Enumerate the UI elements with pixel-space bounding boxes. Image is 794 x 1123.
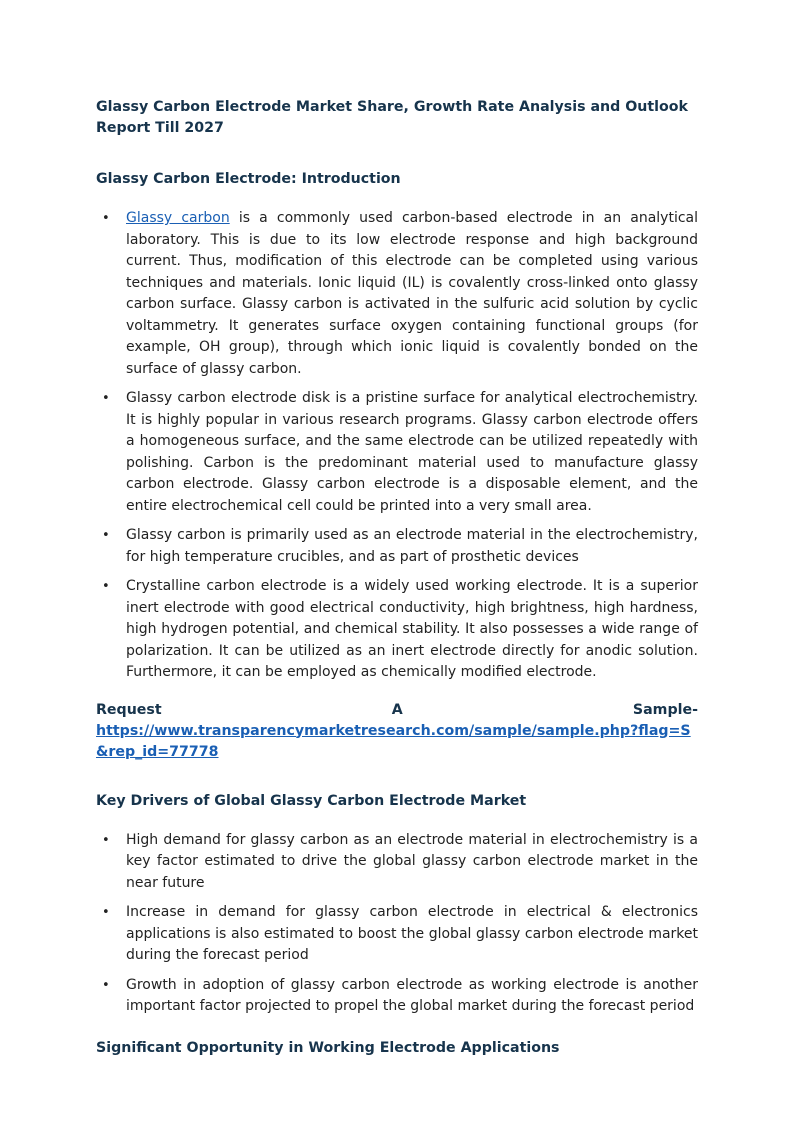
opportunity-heading: Significant Opportunity in Working Electrode Applications [96,1039,560,1056]
drivers-bullet-list [96,830,698,1018]
bullet-icon: • [102,977,110,993]
sample-request-link[interactable]: https://www.transparencymarketresearch.com/sample/sample.php?flag=S&rep_id=77778 [96,722,691,760]
list-item [96,576,698,684]
intro-heading: Glassy Carbon Electrode: Introduction [96,171,401,187]
bullet-icon: • [102,832,110,848]
request-word: A [391,701,403,718]
list-item [96,830,698,895]
bullet-text: Crystalline carbon electrode is a widely used working electrode. It is a superior inert electrode with good electrical conductivity, high brightness, high hardness, high hydrogen potential, and chemical stability. It also possesses a wide range of polarization. It can be utilized as an inert electrode directly for anodic solution. Furthermore, it can be employed as chemically modified electrode. [126,578,698,680]
bullet-icon: • [102,905,110,920]
list-item [96,975,698,1018]
bullet-text: is a commonly used carbon-based electrode in an analytical laboratory. This is due to its low electrode response and high background current. Thus, modification of this electrode can be completed using various techniques and materials. Ionic liquid (IL) is covalently cross-linked onto glassy carbon surface. Glassy carbon is activated in the sulfuric acid solution by cyclic voltammetry. It generates surface oxygen containing functional groups (for example, OH group), through which ionic liquid is covalently bonded on the surface of glassy carbon. [126,210,699,377]
bullet-text: Growth in adoption of glassy carbon electrode as working electrode is another important factor projected to propel the global market during the forecast period [126,976,698,1014]
list-item [96,388,698,517]
request-sample-block [96,700,698,763]
bullet-icon: • [102,528,110,543]
list-item [96,902,698,967]
bullet-icon: • [102,579,110,594]
list-item [96,525,698,568]
bullet-icon: • [102,211,110,226]
bullet-text: Glassy carbon electrode disk is a pristine surface for analytical electrochemistry. It is highly popular in various research programs. Glassy carbon electrode offers a homogeneous surface, and the same electrode can be utilized repeatedly with polishing. Carbon is the predominant material used to manufacture glassy carbon electrode. Glassy carbon electrode is a disposable element, and the entire electrochemical cell could be printed into a very small area. [126,390,698,514]
glassy-carbon-link[interactable]: Glassy carbon [126,210,230,226]
request-sample-label [96,700,698,721]
intro-bullet-list [96,208,698,684]
bullet-text: Glassy carbon is primarily used as an electrode material in the electrochemistry, for high temperature crucibles, and as part of prosthetic devices [126,527,698,565]
bullet-text: Increase in demand for glassy carbon electrode in electrical & electronics applications is also estimated to boost the global glassy carbon electrode market during the forecast period [126,904,698,963]
bullet-text: High demand for glassy carbon as an electrode material in electrochemistry is a key factor estimated to drive the global glassy carbon electrode market in the near future [126,831,698,891]
document-title: Glassy Carbon Electrode Market Share, Growth Rate Analysis and Outlook Report Till 2027 [96,99,688,136]
list-item [96,208,698,380]
request-word: Sample- [632,701,698,718]
bullet-icon: • [102,391,110,406]
document-page [96,97,698,1059]
drivers-heading: Key Drivers of Global Glassy Carbon Electrode Market [96,792,527,809]
request-word: Request [96,701,162,718]
